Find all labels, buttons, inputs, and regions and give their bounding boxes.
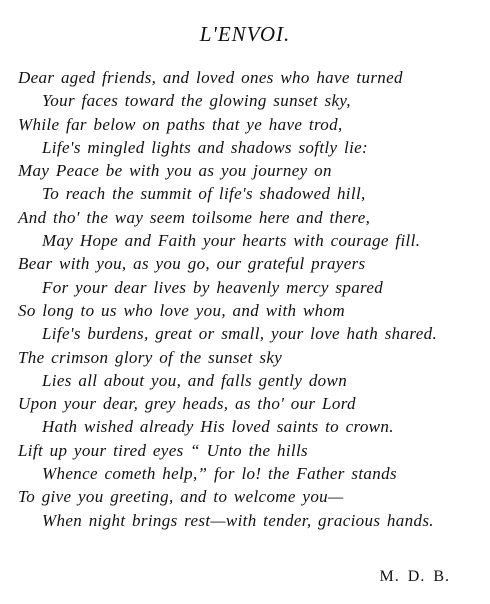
poem-line: May Hope and Faith your hearts with courage fill.	[42, 231, 421, 251]
poem-line: For your dear lives by heavenly mercy spared	[42, 277, 384, 297]
poem-line: Whence cometh help,” for lo! the Father stands	[42, 464, 397, 484]
poem-line: Dear aged friends, and loved ones who have turned	[18, 68, 403, 87]
poem-line: While far below on paths that ye have trod,	[18, 114, 343, 134]
poem-line: Life's mingled lights and shadows softly lie:	[42, 137, 369, 157]
poem-line: When night brings rest—with tender, gracious hands.	[42, 510, 434, 530]
poem-body	[18, 66, 483, 532]
poem-line: Lies all about you, and falls gently down	[42, 370, 348, 390]
poem-line: The crimson glory of the sunset sky	[18, 347, 283, 367]
author-signature: M. D. B.	[379, 568, 450, 585]
poem-line: Hath wished already His loved saints to crown.	[42, 417, 394, 437]
poem-line: To reach the summit of life's shadowed hill,	[42, 184, 366, 204]
poem-line: Bear with you, as you go, our grateful prayers	[18, 254, 366, 274]
poem-line: Life's burdens, great or small, your love hath shared.	[42, 324, 438, 344]
poem-line: So long to us who love you, and with whom	[18, 300, 346, 320]
poem-line: Upon your dear, grey heads, as tho' our Lord	[18, 394, 356, 414]
poem-title: L'ENVOI.	[199, 22, 291, 46]
poem-line: May Peace be with you as you journey on	[18, 161, 332, 181]
poem-line: To give you greeting, and to welcome you—	[18, 487, 344, 507]
poem-line: Lift up your tired eyes “ Unto the hills	[18, 440, 309, 460]
poem-line: And tho' the way seem toilsome here and there,	[18, 207, 371, 227]
poem-line: Your faces toward the glowing sunset sky,	[42, 91, 351, 111]
